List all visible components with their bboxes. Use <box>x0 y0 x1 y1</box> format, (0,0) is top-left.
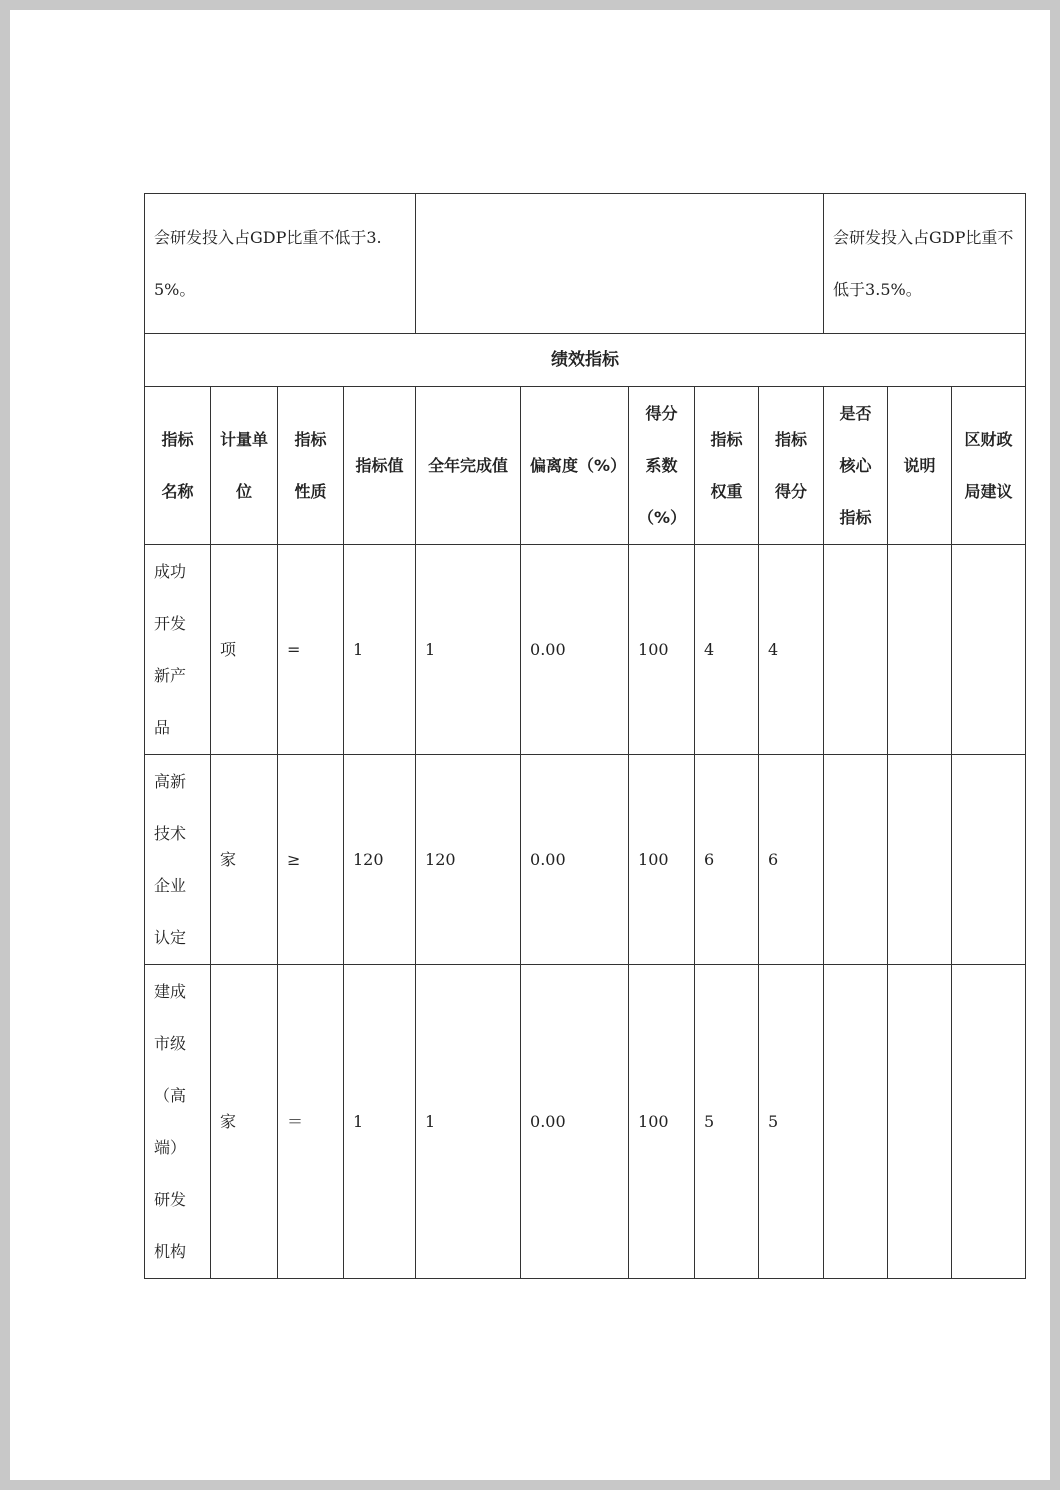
table-row <box>145 545 1026 755</box>
goal-right-cell: 会研发投入占GDP比重不低于3.5%。 <box>824 194 1026 334</box>
header-weight: 指标权重 <box>695 387 759 545</box>
table-row <box>145 965 1026 1279</box>
cell-advice <box>952 965 1026 1279</box>
cell-nature: ＝ <box>278 965 344 1279</box>
cell-nature: ≥ <box>278 755 344 965</box>
header-advice: 区财政局建议 <box>952 387 1026 545</box>
cell-unit: 家 <box>211 755 278 965</box>
cell-deviation: 0.00 <box>521 965 629 1279</box>
cell-score: 4 <box>759 545 824 755</box>
cell-coef: 100 <box>629 965 695 1279</box>
cell-advice <box>952 755 1026 965</box>
header-nature: 指标性质 <box>278 387 344 545</box>
cell-actual: 120 <box>416 755 521 965</box>
header-core: 是否核心指标 <box>824 387 888 545</box>
header-target-value: 指标值 <box>344 387 416 545</box>
header-unit: 计量单位 <box>211 387 278 545</box>
table-row <box>145 755 1026 965</box>
header-row <box>145 387 1026 545</box>
cell-weight: 5 <box>695 965 759 1279</box>
cell-deviation: 0.00 <box>521 755 629 965</box>
document-page <box>10 10 1050 1480</box>
header-indicator-name: 指标名称 <box>145 387 211 545</box>
cell-target: 1 <box>344 545 416 755</box>
cell-coef: 100 <box>629 755 695 965</box>
performance-table <box>144 193 1026 1279</box>
section-title-row <box>145 334 1026 387</box>
header-score: 指标得分 <box>759 387 824 545</box>
cell-name: 建成市级（高端）研发机构 <box>145 965 211 1279</box>
cell-weight: 4 <box>695 545 759 755</box>
cell-score: 6 <box>759 755 824 965</box>
cell-actual: 1 <box>416 965 521 1279</box>
cell-core <box>824 755 888 965</box>
header-note: 说明 <box>888 387 952 545</box>
cell-target: 1 <box>344 965 416 1279</box>
header-deviation: 偏离度（%） <box>521 387 629 545</box>
cell-score: 5 <box>759 965 824 1279</box>
cell-name: 成功开发新产品 <box>145 545 211 755</box>
cell-core <box>824 545 888 755</box>
goal-left-cell: 会研发投入占GDP比重不低于3.5%。 <box>145 194 416 334</box>
cell-note <box>888 965 952 1279</box>
header-score-coef: 得分系数（%） <box>629 387 695 545</box>
cell-actual: 1 <box>416 545 521 755</box>
cell-note <box>888 755 952 965</box>
cell-deviation: 0.00 <box>521 545 629 755</box>
cell-core <box>824 965 888 1279</box>
cell-unit: 项 <box>211 545 278 755</box>
cell-unit: 家 <box>211 965 278 1279</box>
cell-name: 高新技术企业认定 <box>145 755 211 965</box>
header-actual-value: 全年完成值 <box>416 387 521 545</box>
section-title: 绩效指标 <box>145 334 1026 387</box>
cell-coef: 100 <box>629 545 695 755</box>
cell-advice <box>952 545 1026 755</box>
cell-nature: = <box>278 545 344 755</box>
cell-target: 120 <box>344 755 416 965</box>
cell-weight: 6 <box>695 755 759 965</box>
cell-note <box>888 545 952 755</box>
goal-middle-cell <box>416 194 824 334</box>
goal-row <box>145 194 1026 334</box>
